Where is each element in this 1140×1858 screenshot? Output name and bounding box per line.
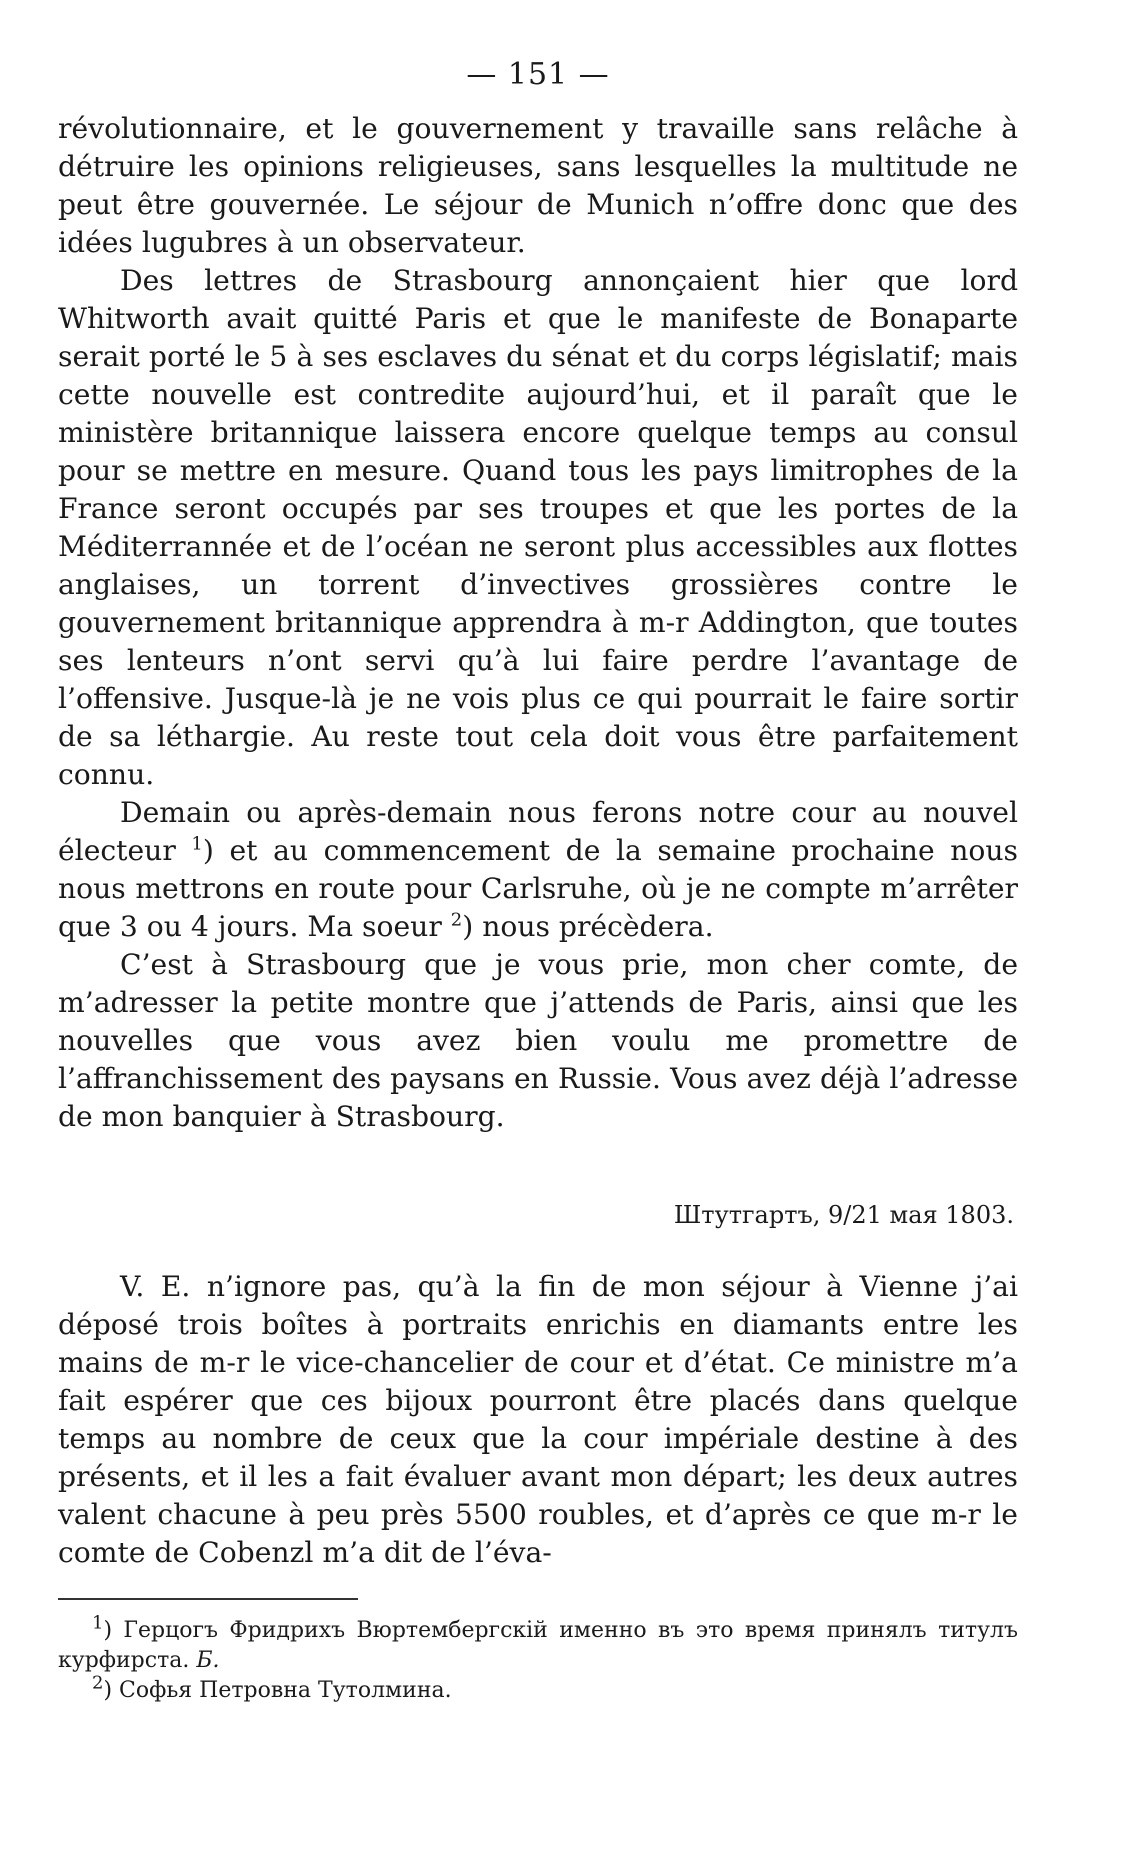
paragraph-3-part-b: ) et au commencement de la semaine prochaine nous nous mettrons en route pour Carlsruhe, où je ne compte m’arrêter que 3 ou 4 jours. Ma soeur	[58, 834, 1018, 943]
footnote-ref-2: 2	[450, 909, 463, 931]
footnote-1-signature: Б.	[196, 1648, 220, 1673]
paragraph-3-part-a: Demain ou après-demain nous ferons notre cour au nouvel électeur	[58, 796, 1018, 867]
footnote-ref-1: 1	[191, 833, 203, 855]
document-page	[58, 57, 1018, 1706]
page-number: — 151 —	[466, 57, 610, 92]
footnote-1	[58, 1612, 1018, 1676]
paragraph-2: Des lettres de Strasbourg annonçaient hier que lord Whitworth avait quitté Paris et que le manifeste de Bonaparte serait porté le 5 à ses esclaves du sénat et du corps législatif; mais cette nouvelle est contredite aujourd’hui, et il paraît que le ministère britannique laissera encore quelque temps au consul pour se mettre en mesure. Quand tous les pays limitrophes de la France seront occupés par ses troupes et que les portes de la Méditerrannée et de l’océan ne seront plus accessibles aux flottes anglaises, un torrent d’invectives grossières contre le gouvernement britannique apprendra à m-r Addington, que toutes ses lenteurs n’ont servi qu’à lui faire perdre l’avantage de l’offensive. Jusque-là je ne vois plus ce qui pourrait le faire sortir de sa léthargie. Au reste tout cela doit vous être parfaitement connu.	[58, 264, 1018, 791]
paragraph-1: révolutionnaire, et le gouvernement y travaille sans relâche à détruire les opinions religieuses, sans lesquelles la multitude ne peut être gouvernée. Le séjour de Munich n’offre donc que des idées lugubres à un observateur.	[58, 112, 1018, 259]
footnote-2-text: ) Софья Петровна Тутолмина.	[103, 1678, 452, 1703]
footnote-1-text: ) Герцогъ Фридрихъ Вюртембергскій именно въ это время принялъ титулъ курфирста.	[58, 1618, 1018, 1673]
paragraph-4: C’est à Strasbourg que je vous prie, mon cher comte, de m’adresser la petite montre que j’attends de Paris, ainsi que les nouvelles que vous avez bien voulu me promettre de l’affranchissement des paysans en Russie. Vous avez déjà l’adresse de mon banquier à Strasbourg.	[58, 948, 1018, 1133]
paragraph-3	[58, 794, 1018, 946]
footnote-2-mark: 2	[92, 1672, 104, 1694]
footnote-divider	[58, 1598, 358, 1600]
footnote-1-mark: 1	[92, 1612, 104, 1634]
paragraph-5: V. E. n’ignore pas, qu’à la fin de mon séjour à Vienne j’ai déposé trois boîtes à portraits enrichis en diamants entre les mains de m-r le vice-chancelier de cour et d’état. Ce ministre m’a fait espérer que ces bijoux pourront être placés dans quelque temps au nombre de ceux que la cour impériale destine à des présents, et il les a fait évaluer avant mon départ; les deux autres valent chacune à peu près 5500 roubles, et d’après ce que m-r le comte de Cobenzl m’a dit de l’éva-	[58, 1270, 1018, 1569]
paragraph-3-part-c: ) nous précèdera.	[462, 910, 714, 943]
letter-dateline: Штутгартъ, 9/21 мая 1803.	[673, 1201, 1014, 1229]
footnote-2	[58, 1672, 1018, 1706]
